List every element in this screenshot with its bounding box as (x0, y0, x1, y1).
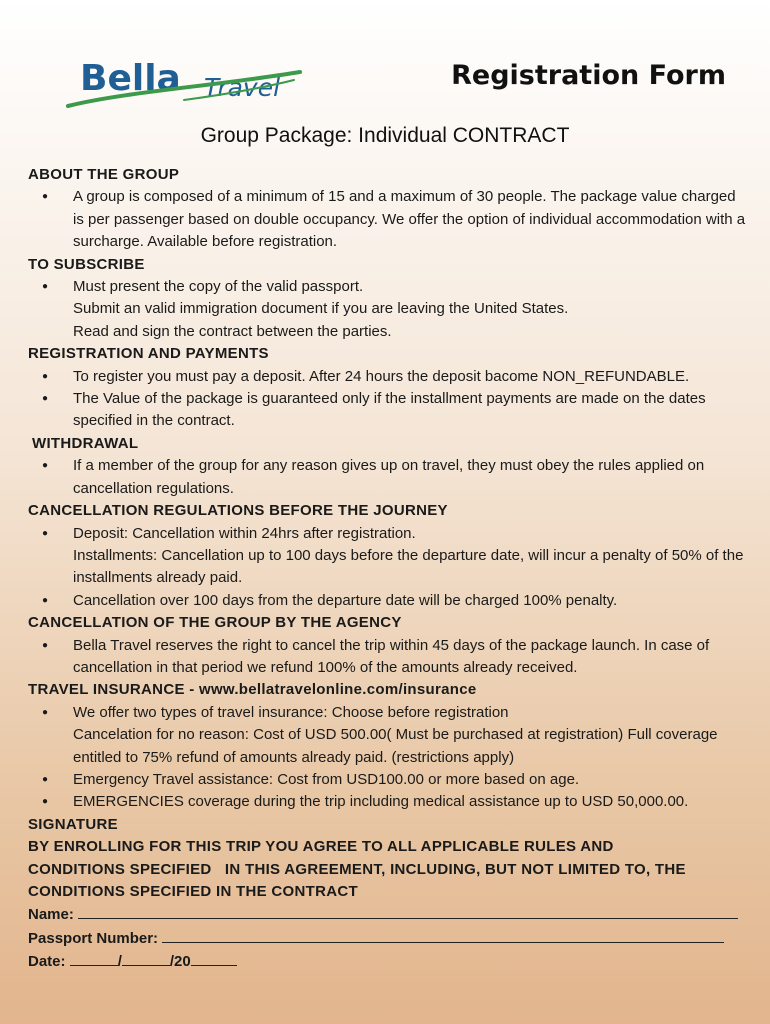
section-heading-cancellation-agency: CANCELLATION OF THE GROUP BY THE AGENCY (28, 614, 402, 632)
date-year-prefix: /20 (169, 953, 191, 971)
date-month-field[interactable] (70, 950, 118, 966)
subscribe-line: ● Must present the copy of the valid passport. (73, 278, 364, 296)
agreement-statement-line: CONDITIONS SPECIFIED IN THE CONTRACT (28, 883, 358, 900)
agreement-statement-line: CONDITIONS SPECIFIED IN THIS AGREEMENT, INCLUDING, BUT NOT LIMITED TO, THE (28, 860, 686, 878)
logo-secondary-text: Travel (204, 73, 281, 102)
deposit-cancellation-line: ● Deposit: Cancellation within 24hrs after registration. (73, 524, 416, 542)
date-separator: / (117, 953, 122, 971)
list-item: ● EMERGENCIES coverage during the trip including medical assistance up to USD 50,000.00. (28, 791, 750, 813)
contract-body (28, 164, 750, 974)
section-heading-about: ABOUT THE GROUP (28, 166, 180, 183)
withdrawal-list (28, 455, 750, 500)
section-heading-subscribe: TO SUBSCRIBE (28, 255, 145, 273)
date-label: Date: (28, 953, 66, 971)
section-heading-withdrawal: WITHDRAWAL (32, 434, 139, 452)
date-day-field[interactable] (122, 950, 170, 966)
subscribe-list (28, 276, 750, 343)
section-heading-signature: SIGNATURE (28, 815, 118, 833)
list-item (28, 523, 750, 590)
passport-number-field[interactable] (162, 927, 724, 943)
insurance-list (28, 702, 750, 814)
list-item: ● The Value of the package is guaranteed only if the installment payments are made on the dates specified in the contract. (28, 388, 750, 433)
bella-travel-logo (64, 56, 304, 114)
date-row (28, 950, 750, 973)
cancel-for-no-reason-line: Cancelation for no reason: Cost of USD 500.00( Must be purchased at registration) Full coverage entitled to 75% refund of amounts already paid. (restrictions apply) (73, 726, 718, 766)
agreement-statement-line: BY ENROLLING FOR THIS TRIP YOU AGREE TO ALL APPLICABLE RULES AND (28, 838, 614, 856)
logo-primary-text: Bella (80, 58, 181, 99)
contract-title: Group Package: Individual CONTRACT (200, 124, 570, 147)
list-item: ● Bella Travel reserves the right to cancel the trip within 45 days of the package launch. In case of cancellation in that period we refund 100% of the amounts already received. (28, 635, 750, 680)
list-item: ● To register you must pay a deposit. After 24 hours the deposit bacome NON_REFUNDABLE. (28, 366, 750, 388)
name-row (28, 903, 750, 926)
list-item: ● Cancellation over 100 days from the departure date will be charged 100% penalty. (28, 590, 750, 612)
subscribe-line: Submit an valid immigration document if you are leaving the United States. (73, 300, 569, 318)
insurance-types-line: ● We offer two types of travel insurance: Choose before registration (73, 703, 509, 721)
registration-list (28, 366, 750, 433)
passport-number-label: Passport Number: (28, 929, 159, 947)
passport-row (28, 927, 750, 950)
about-list (28, 186, 750, 253)
list-item: ● If a member of the group for any reason gives up on travel, they must obey the rules applied on cancellation regulations. (28, 455, 750, 500)
section-heading-cancellation-before: CANCELLATION REGULATIONS BEFORE THE JOURNEY (28, 502, 448, 520)
section-heading-registration: REGISTRATION AND PAYMENTS (28, 345, 269, 363)
name-field[interactable] (78, 903, 738, 919)
subscribe-line: Read and sign the contract between the parties. (73, 322, 392, 340)
cancellation-before-list (28, 523, 750, 613)
cancellation-agency-list (28, 635, 750, 680)
installments-cancellation-line: Installments: Cancellation up to 100 days before the departure date, will incur a penalty of 50% of the installments already paid. (73, 546, 744, 587)
date-year-field[interactable] (191, 950, 237, 966)
list-item: ● Emergency Travel assistance: Cost from USD100.00 or more based on age. (28, 769, 750, 791)
list-item (28, 276, 750, 343)
list-item (28, 702, 750, 769)
list-item: ● A group is composed of a minimum of 15 and a maximum of 30 people. The package value charged is per passenger based on double occupancy. We offer the option of individual accommodation with a surcharge. Available before registration. (28, 186, 750, 253)
name-label: Name: (28, 906, 74, 924)
form-title: Registration Form (451, 60, 726, 91)
section-heading-insurance: TRAVEL INSURANCE - www.bellatravelonline.com/insurance (28, 681, 477, 699)
